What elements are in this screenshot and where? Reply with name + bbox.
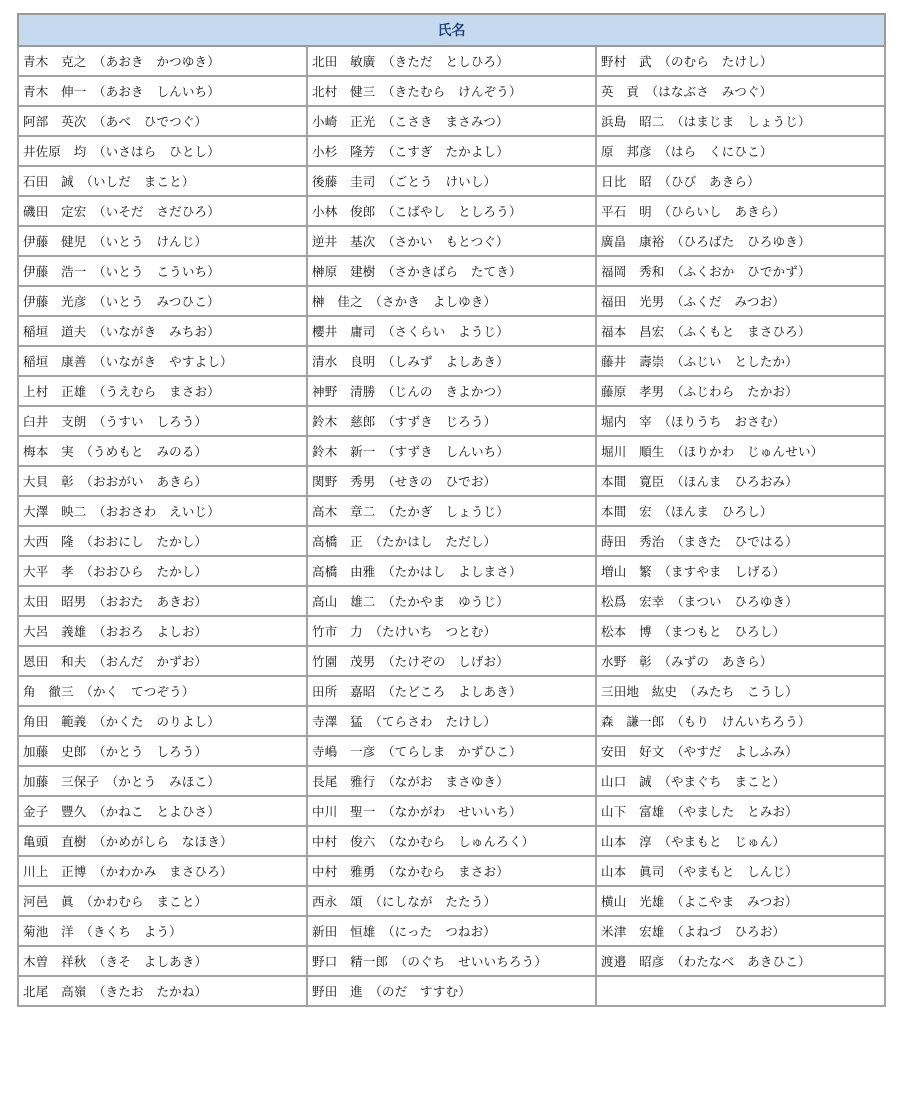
name-cell: 伊藤 健児 （いとう けんじ）	[18, 226, 307, 256]
name-cell: 山口 誠 （やまぐち まこと）	[596, 766, 885, 796]
table-row	[18, 766, 885, 796]
name-cell: 原 邦彦 （はら くにひこ）	[596, 136, 885, 166]
name-cell: 北尾 高嶺 （きたお たかね）	[18, 976, 307, 1006]
name-cell: 渡邉 昭彦 （わたなべ あきひこ）	[596, 946, 885, 976]
name-cell: 北村 健三 （きたむら けんぞう）	[307, 76, 596, 106]
name-cell: 小崎 正光 （こさき まさみつ）	[307, 106, 596, 136]
name-cell: 堀内 宰 （ほりうち おさむ）	[596, 406, 885, 436]
name-cell: 上村 正雄 （うえむら まさお）	[18, 376, 307, 406]
name-cell: 新田 恒雄 （にった つねお）	[307, 916, 596, 946]
name-cell: 磯田 定宏 （いそだ さだひろ）	[18, 196, 307, 226]
name-cell: 榊 佳之 （さかき よしゆき）	[307, 286, 596, 316]
name-cell: 鈴木 慈郎 （すずき じろう）	[307, 406, 596, 436]
table-row	[18, 586, 885, 616]
table-row	[18, 736, 885, 766]
name-cell: 本間 宏 （ほんま ひろし）	[596, 496, 885, 526]
name-cell: 大平 孝 （おおひら たかし）	[18, 556, 307, 586]
name-cell: 高木 章二 （たかぎ しょうじ）	[307, 496, 596, 526]
name-cell: 角 徹三 （かく てつぞう）	[18, 676, 307, 706]
table-row	[18, 376, 885, 406]
name-cell: 日比 昭 （ひび あきら）	[596, 166, 885, 196]
name-cell: 石田 誠 （いしだ まこと）	[18, 166, 307, 196]
name-cell: 加藤 三保子 （かとう みほこ）	[18, 766, 307, 796]
table-row	[18, 46, 885, 76]
table-row	[18, 556, 885, 586]
table-header-name: 氏名	[18, 14, 885, 46]
name-cell: 梅本 実 （うめもと みのる）	[18, 436, 307, 466]
name-cell: 恩田 和夫 （おんだ かずお）	[18, 646, 307, 676]
table-row	[18, 886, 885, 916]
table-row	[18, 166, 885, 196]
name-cell: 野田 進 （のだ すすむ）	[307, 976, 596, 1006]
name-cell: 山下 富雄 （やました とみお）	[596, 796, 885, 826]
table-row	[18, 136, 885, 166]
name-cell: 伊藤 光彦 （いとう みつひこ）	[18, 286, 307, 316]
name-list-sheet	[17, 13, 884, 1007]
name-cell: 櫻井 庸司 （さくらい ようじ）	[307, 316, 596, 346]
table-row	[18, 976, 885, 1006]
name-cell: 亀頭 直樹 （かめがしら なほき）	[18, 826, 307, 856]
table-row	[18, 196, 885, 226]
name-cell: 福田 光男 （ふくだ みつお）	[596, 286, 885, 316]
name-cell: 中村 俊六 （なかむら しゅんろく）	[307, 826, 596, 856]
header-row	[18, 14, 885, 46]
table-row	[18, 946, 885, 976]
name-cell: 高橋 正 （たかはし ただし）	[307, 526, 596, 556]
name-cell: 本間 寛臣 （ほんま ひろおみ）	[596, 466, 885, 496]
table-row	[18, 346, 885, 376]
name-cell: 蒔田 秀治 （まきた ひではる）	[596, 526, 885, 556]
name-cell: 木曽 祥秋 （きそ よしあき）	[18, 946, 307, 976]
name-cell: 藤井 壽崇 （ふじい としたか）	[596, 346, 885, 376]
name-table-body	[18, 46, 885, 1006]
name-cell: 逆井 基次 （さかい もとつぐ）	[307, 226, 596, 256]
table-row	[18, 646, 885, 676]
name-cell: 中川 聖一 （なかがわ せいいち）	[307, 796, 596, 826]
name-cell: 加藤 史郎 （かとう しろう）	[18, 736, 307, 766]
name-cell: 青木 伸一 （あおき しんいち）	[18, 76, 307, 106]
table-row	[18, 316, 885, 346]
name-cell: 山本 淳 （やまもと じゅん）	[596, 826, 885, 856]
table-row	[18, 466, 885, 496]
name-cell: 榊原 建樹 （さかきばら たてき）	[307, 256, 596, 286]
name-cell: 森 謙一郎 （もり けんいちろう）	[596, 706, 885, 736]
name-cell: 松本 博 （まつもと ひろし）	[596, 616, 885, 646]
name-cell: 堀川 順生 （ほりかわ じゅんせい）	[596, 436, 885, 466]
table-row	[18, 436, 885, 466]
name-cell: 長尾 雅行 （ながお まさゆき）	[307, 766, 596, 796]
name-cell: 北田 敏廣 （きただ としひろ）	[307, 46, 596, 76]
name-cell: 野村 武 （のむら たけし）	[596, 46, 885, 76]
name-cell: 川上 正博 （かわかみ まさひろ）	[18, 856, 307, 886]
name-cell: 後藤 圭司 （ごとう けいし）	[307, 166, 596, 196]
table-row	[18, 796, 885, 826]
name-cell: 稲垣 道夫 （いながき みちお）	[18, 316, 307, 346]
name-cell: 角田 範義 （かくた のりよし）	[18, 706, 307, 736]
name-cell: 西永 頌 （にしなが たたう）	[307, 886, 596, 916]
name-cell: 寺嶋 一彦 （てらしま かずひこ）	[307, 736, 596, 766]
name-cell: 河邑 眞 （かわむら まこと）	[18, 886, 307, 916]
name-cell: 高橋 由雅 （たかはし よしまさ）	[307, 556, 596, 586]
name-cell: 野口 精一郎 （のぐち せいいちろう）	[307, 946, 596, 976]
table-row	[18, 706, 885, 736]
name-cell: 臼井 支朗 （うすい しろう）	[18, 406, 307, 436]
name-cell: 松爲 宏幸 （まつい ひろゆき）	[596, 586, 885, 616]
name-cell: 英 貢 （はなぶさ みつぐ）	[596, 76, 885, 106]
name-cell: 浜島 昭二 （はまじま しょうじ）	[596, 106, 885, 136]
name-cell: 大澤 映二 （おおさわ えいじ）	[18, 496, 307, 526]
name-cell: 清水 良明 （しみず よしあき）	[307, 346, 596, 376]
name-cell: 三田地 紘史 （みたち こうし）	[596, 676, 885, 706]
table-row	[18, 916, 885, 946]
name-cell: 寺澤 猛 （てらさわ たけし）	[307, 706, 596, 736]
name-cell: 小林 俊郎 （こばやし としろう）	[307, 196, 596, 226]
name-cell: 菊池 洋 （きくち よう）	[18, 916, 307, 946]
name-cell: 稲垣 康善 （いながき やすよし）	[18, 346, 307, 376]
name-cell: 竹市 力 （たけいち つとむ）	[307, 616, 596, 646]
name-cell: 米津 宏雄 （よねづ ひろお）	[596, 916, 885, 946]
name-cell: 水野 彰 （みずの あきら）	[596, 646, 885, 676]
table-row	[18, 826, 885, 856]
table-row	[18, 496, 885, 526]
name-cell: 大貝 彰 （おおがい あきら）	[18, 466, 307, 496]
table-row	[18, 676, 885, 706]
name-cell: 平石 明 （ひらいし あきら）	[596, 196, 885, 226]
name-cell: 井佐原 均 （いさはら ひとし）	[18, 136, 307, 166]
name-cell	[596, 976, 885, 1006]
name-cell: 福岡 秀和 （ふくおか ひでかず）	[596, 256, 885, 286]
name-cell: 安田 好文 （やすだ よしふみ）	[596, 736, 885, 766]
table-row	[18, 106, 885, 136]
name-cell: 藤原 孝男 （ふじわら たかお）	[596, 376, 885, 406]
name-cell: 大呂 義雄 （おおろ よしお）	[18, 616, 307, 646]
name-cell: 中村 雅勇 （なかむら まさお）	[307, 856, 596, 886]
name-cell: 竹園 茂男 （たけぞの しげお）	[307, 646, 596, 676]
name-cell: 鈴木 新一 （すずき しんいち）	[307, 436, 596, 466]
name-cell: 高山 雄二 （たかやま ゆうじ）	[307, 586, 596, 616]
name-cell: 阿部 英次 （あべ ひでつぐ）	[18, 106, 307, 136]
name-cell: 関野 秀男 （せきの ひでお）	[307, 466, 596, 496]
name-cell: 小杉 隆芳 （こすぎ たかよし）	[307, 136, 596, 166]
table-row	[18, 616, 885, 646]
table-row	[18, 226, 885, 256]
name-cell: 横山 光雄 （よこやま みつお）	[596, 886, 885, 916]
name-cell: 伊藤 浩一 （いとう こういち）	[18, 256, 307, 286]
name-cell: 大西 隆 （おおにし たかし）	[18, 526, 307, 556]
name-cell: 福本 昌宏 （ふくもと まさひろ）	[596, 316, 885, 346]
name-cell: 太田 昭男 （おおた あきお）	[18, 586, 307, 616]
name-cell: 廣畠 康裕 （ひろばた ひろゆき）	[596, 226, 885, 256]
name-cell: 金子 豐久 （かねこ とよひさ）	[18, 796, 307, 826]
table-row	[18, 286, 885, 316]
name-cell: 山本 眞司 （やまもと しんじ）	[596, 856, 885, 886]
table-row	[18, 856, 885, 886]
table-row	[18, 406, 885, 436]
name-cell: 青木 克之 （あおき かつゆき）	[18, 46, 307, 76]
name-cell: 増山 繁 （ますやま しげる）	[596, 556, 885, 586]
table-row	[18, 526, 885, 556]
name-cell: 神野 清勝 （じんの きよかつ）	[307, 376, 596, 406]
table-row	[18, 256, 885, 286]
table-row	[18, 76, 885, 106]
name-table	[17, 13, 886, 1007]
name-cell: 田所 嘉昭 （たどころ よしあき）	[307, 676, 596, 706]
